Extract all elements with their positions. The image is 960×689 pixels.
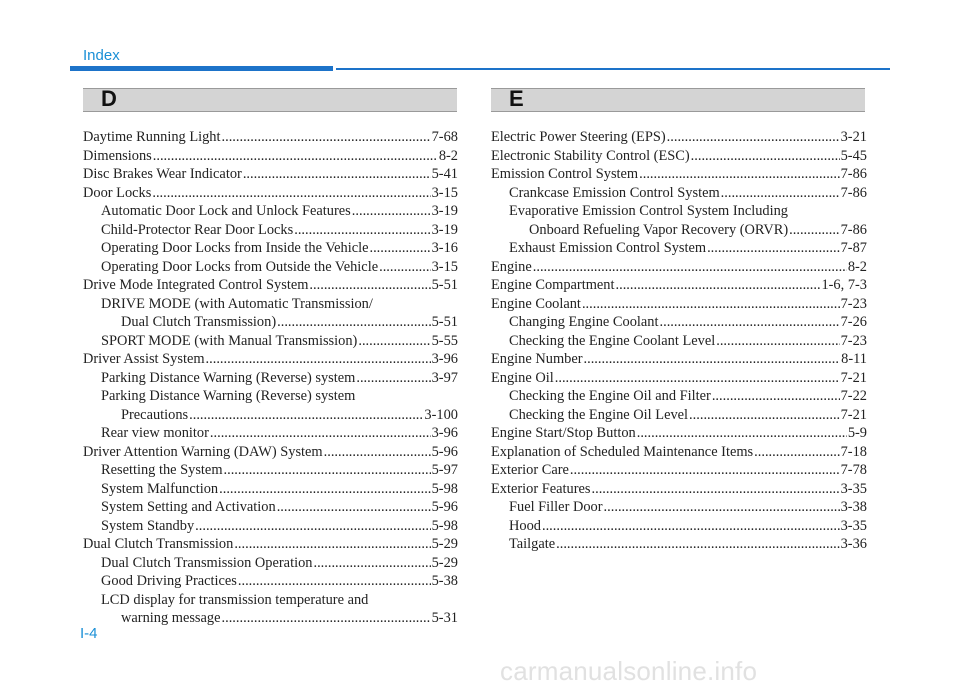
index-entry-page: 7-78 xyxy=(840,462,867,478)
index-entry-page: 3-15 xyxy=(431,184,458,201)
index-entry-continuation: warning message xyxy=(121,610,221,626)
leader-dots xyxy=(667,128,840,147)
index-entry-page: 5-29 xyxy=(431,554,458,571)
index-entry[interactable] xyxy=(491,313,867,332)
index-entry[interactable] xyxy=(83,498,458,517)
leader-dots xyxy=(189,406,423,425)
index-entry-text: Checking the Engine Coolant Level xyxy=(509,332,716,349)
index-entry[interactable] xyxy=(83,572,458,591)
index-entry[interactable] xyxy=(491,276,867,295)
index-entry-text: DRIVE MODE (with Automatic Transmission/ xyxy=(101,295,373,312)
leader-dots xyxy=(152,184,430,203)
index-entry[interactable] xyxy=(83,591,458,628)
index-entry-page: 7-87 xyxy=(840,240,867,256)
section-bar-d xyxy=(83,88,457,112)
leader-dots xyxy=(153,147,438,166)
leader-dots xyxy=(222,128,431,147)
leader-dots xyxy=(352,202,431,221)
index-entry-page: 7-22 xyxy=(840,388,867,404)
index-entry-text: Good Driving Practices xyxy=(101,573,237,589)
index-entry[interactable] xyxy=(491,258,867,277)
index-entry-text: SPORT MODE (with Manual Transmission) xyxy=(101,332,358,349)
page-number: I-4 xyxy=(80,625,98,642)
leader-dots xyxy=(639,165,839,184)
index-entry-page: 5-45 xyxy=(840,147,867,164)
index-entry-text: Engine Start/Stop Button xyxy=(491,425,636,441)
index-entry-text: Driver Attention Warning (DAW) System xyxy=(83,443,323,460)
leader-dots xyxy=(210,424,431,443)
index-entry[interactable] xyxy=(491,387,867,406)
index-entry[interactable] xyxy=(491,350,867,369)
index-entry-page: 3-100 xyxy=(424,406,458,423)
index-entry[interactable] xyxy=(491,480,867,499)
index-header-label: Index xyxy=(83,47,120,64)
leader-dots xyxy=(206,350,431,369)
index-entry-text: Resetting the System xyxy=(101,462,223,478)
index-entry-page: 3-38 xyxy=(840,499,867,515)
index-entry-text: Dual Clutch Transmission Operation xyxy=(101,554,313,571)
index-entry-page: 3-96 xyxy=(431,425,458,441)
index-entry-page: 7-26 xyxy=(840,314,867,330)
index-entry-text: Dual Clutch Transmission xyxy=(83,536,234,552)
index-entry-page: 5-41 xyxy=(431,166,458,182)
index-entry-text: Exterior Features xyxy=(491,480,591,497)
index-entry-text: Checking the Engine Oil and Filter xyxy=(509,388,711,404)
leader-dots xyxy=(604,498,840,517)
index-entry[interactable] xyxy=(491,424,867,443)
index-entry[interactable] xyxy=(83,517,458,536)
index-entry[interactable] xyxy=(83,202,458,221)
index-entry[interactable] xyxy=(83,535,458,554)
index-column-d xyxy=(83,128,458,628)
index-entry-text: Engine Oil xyxy=(491,369,554,386)
index-entry-text: Rear view monitor xyxy=(101,425,209,441)
index-entry-continuation: Precautions xyxy=(121,406,189,423)
index-entry-page: 3-97 xyxy=(431,369,458,386)
leader-dots xyxy=(379,258,431,277)
leader-dots xyxy=(616,276,821,295)
index-entry-text: Tailgate xyxy=(509,536,556,552)
index-entry-page: 7-86 xyxy=(840,184,867,201)
index-entry-page: 3-35 xyxy=(840,517,867,534)
index-entry[interactable] xyxy=(83,295,458,332)
index-entry-page: 3-16 xyxy=(431,240,458,256)
index-entry[interactable] xyxy=(491,147,867,166)
header-rule-thick xyxy=(70,66,333,71)
index-entry-page: 8-11 xyxy=(841,351,867,367)
index-entry[interactable] xyxy=(83,165,458,184)
leader-dots xyxy=(195,517,430,536)
index-entry-text: Parking Distance Warning (Reverse) system xyxy=(101,369,356,386)
index-entry-text: Checking the Engine Oil Level xyxy=(509,406,689,423)
index-entry[interactable] xyxy=(83,332,458,351)
index-entry-page: 3-15 xyxy=(431,258,458,275)
leader-dots xyxy=(754,443,839,462)
index-entry-text: System Setting and Activation xyxy=(101,499,276,515)
index-entry[interactable] xyxy=(83,554,458,573)
leader-dots xyxy=(234,535,430,554)
leader-dots xyxy=(689,406,840,425)
leader-dots xyxy=(222,609,431,628)
index-entry[interactable] xyxy=(491,461,867,480)
index-entry-text: Engine Coolant xyxy=(491,295,581,312)
index-entry[interactable] xyxy=(83,128,458,147)
index-entry-text: Electronic Stability Control (ESC) xyxy=(491,147,690,164)
leader-dots xyxy=(277,313,430,332)
index-entry-page: 5-31 xyxy=(431,610,458,626)
index-entry[interactable] xyxy=(83,480,458,499)
index-entry[interactable] xyxy=(491,369,867,388)
leader-dots xyxy=(556,535,839,554)
section-letter-d: D xyxy=(101,86,117,111)
section-bar-e xyxy=(491,88,865,112)
index-entry-text: Child-Protector Rear Door Locks xyxy=(101,221,294,238)
index-entry-text: LCD display for transmission temperature and xyxy=(101,591,369,608)
index-entry-page: 7-23 xyxy=(840,332,867,349)
index-entry[interactable] xyxy=(83,369,458,388)
index-entry-text: Daytime Running Light xyxy=(83,129,221,145)
index-entry-text: Engine xyxy=(491,258,532,275)
leader-dots xyxy=(721,184,840,203)
index-entry-text: Dimensions xyxy=(83,147,152,164)
leader-dots xyxy=(243,165,431,184)
leader-dots xyxy=(358,332,430,351)
index-entry-page: 7-68 xyxy=(431,129,458,145)
index-entry-page: 5-38 xyxy=(431,573,458,589)
index-entry-page: 5-29 xyxy=(431,536,458,552)
leader-dots xyxy=(369,239,430,258)
index-entry-page: 7-21 xyxy=(840,406,867,423)
index-entry-page: 5-55 xyxy=(431,332,458,349)
index-entry[interactable] xyxy=(83,239,458,258)
index-entry[interactable] xyxy=(83,461,458,480)
index-entry-page: 7-86 xyxy=(840,221,867,238)
index-entry-text: Fuel Filler Door xyxy=(509,499,603,515)
index-entry-page: 7-86 xyxy=(840,166,867,182)
watermark: carmanualsonline.info xyxy=(500,656,758,686)
leader-dots xyxy=(219,480,430,499)
index-entry[interactable] xyxy=(83,147,458,166)
index-entry[interactable] xyxy=(491,332,867,351)
leader-dots xyxy=(356,369,430,388)
index-entry-text: Exterior Care xyxy=(491,462,569,478)
index-entry[interactable] xyxy=(83,424,458,443)
index-entry[interactable] xyxy=(491,239,867,258)
index-entry-text: Explanation of Scheduled Maintenance Items xyxy=(491,443,754,460)
index-entry-text: Emission Control System xyxy=(491,166,639,182)
index-entry[interactable] xyxy=(491,517,867,536)
index-entry-page: 3-96 xyxy=(431,351,458,367)
index-entry[interactable] xyxy=(83,276,458,295)
index-entry-text: Disc Brakes Wear Indicator xyxy=(83,166,242,182)
index-entry-continuation: Onboard Refueling Vapor Recovery (ORVR) xyxy=(529,221,789,238)
index-entry-text: Drive Mode Integrated Control System xyxy=(83,277,309,293)
index-entry[interactable] xyxy=(83,184,458,203)
index-entry-text: System Malfunction xyxy=(101,480,219,497)
leader-dots xyxy=(582,295,840,314)
index-entry[interactable] xyxy=(83,350,458,369)
leader-dots xyxy=(660,313,840,332)
index-entry-page: 5-96 xyxy=(431,443,458,460)
leader-dots xyxy=(324,443,431,462)
leader-dots xyxy=(707,239,840,258)
leader-dots xyxy=(789,221,839,240)
index-entry-page: 5-9 xyxy=(847,425,867,441)
index-entry-text: Changing Engine Coolant xyxy=(509,314,659,330)
index-entry[interactable] xyxy=(83,387,458,424)
section-letter-e: E xyxy=(509,86,524,111)
leader-dots xyxy=(277,498,431,517)
leader-dots xyxy=(712,387,840,406)
index-entry-text: Operating Door Locks from Outside the Vehicle xyxy=(101,258,379,275)
index-entry-text: System Standby xyxy=(101,517,195,534)
index-entry-text: Hood xyxy=(509,517,541,534)
leader-dots xyxy=(592,480,840,499)
index-entry-page: 1-6, 7-3 xyxy=(821,277,867,293)
leader-dots xyxy=(584,350,841,369)
index-entry-page: 7-18 xyxy=(840,443,867,460)
index-entry-text: Exhaust Emission Control System xyxy=(509,240,707,256)
index-entry-page: 8-2 xyxy=(847,258,867,275)
index-entry[interactable] xyxy=(491,498,867,517)
index-entry-text: Engine Number xyxy=(491,351,583,367)
leader-dots xyxy=(716,332,839,351)
index-entry-page: 3-35 xyxy=(840,480,867,497)
index-entry-text: Electric Power Steering (EPS) xyxy=(491,129,666,145)
index-entry-text: Operating Door Locks from Inside the Vehicle xyxy=(101,240,369,256)
index-entry-text: Automatic Door Lock and Unlock Features xyxy=(101,203,351,219)
index-entry-page: 5-96 xyxy=(431,499,458,515)
index-entry[interactable] xyxy=(83,221,458,240)
leader-dots xyxy=(691,147,840,166)
index-entry[interactable] xyxy=(83,443,458,462)
index-entry[interactable] xyxy=(491,202,867,239)
index-entry-continuation: Dual Clutch Transmission) xyxy=(121,314,277,330)
index-entry-page: 5-98 xyxy=(431,517,458,534)
leader-dots xyxy=(570,461,840,480)
index-entry-page: 3-19 xyxy=(431,203,458,219)
index-entry-page: 3-19 xyxy=(431,221,458,238)
index-entry[interactable] xyxy=(83,258,458,277)
index-entry-text: Engine Compartment xyxy=(491,277,615,293)
index-entry-text: Crankcase Emission Control System xyxy=(509,184,720,201)
index-entry-page: 3-21 xyxy=(840,129,867,145)
header-rule-thin xyxy=(336,68,890,70)
index-entry[interactable] xyxy=(491,295,867,314)
index-entry-page: 3-36 xyxy=(840,536,867,552)
index-entry-page: 8-2 xyxy=(438,147,458,164)
index-entry-page: 5-51 xyxy=(431,314,458,330)
index-entry-text: Driver Assist System xyxy=(83,351,205,367)
leader-dots xyxy=(309,276,430,295)
index-entry-text: Parking Distance Warning (Reverse) system xyxy=(101,388,356,404)
index-entry[interactable] xyxy=(491,128,867,147)
leader-dots xyxy=(542,517,840,536)
leader-dots xyxy=(313,554,430,573)
index-entry-text: Door Locks xyxy=(83,184,152,201)
index-entry[interactable] xyxy=(491,406,867,425)
index-entry[interactable] xyxy=(491,184,867,203)
index-entry[interactable] xyxy=(491,165,867,184)
index-entry[interactable] xyxy=(491,535,867,554)
leader-dots xyxy=(224,461,431,480)
index-entry-page: 5-51 xyxy=(431,277,458,293)
index-entry-text: Evaporative Emission Control System Including xyxy=(509,203,788,219)
index-entry-page: 7-21 xyxy=(840,369,867,386)
index-column-e xyxy=(491,128,867,554)
leader-dots xyxy=(533,258,847,277)
index-entry[interactable] xyxy=(491,443,867,462)
index-entry-page: 5-98 xyxy=(431,480,458,497)
index-entry-page: 7-23 xyxy=(840,295,867,312)
leader-dots xyxy=(637,424,847,443)
leader-dots xyxy=(555,369,840,388)
leader-dots xyxy=(238,572,431,591)
leader-dots xyxy=(294,221,430,240)
index-entry-page: 5-97 xyxy=(431,462,458,478)
